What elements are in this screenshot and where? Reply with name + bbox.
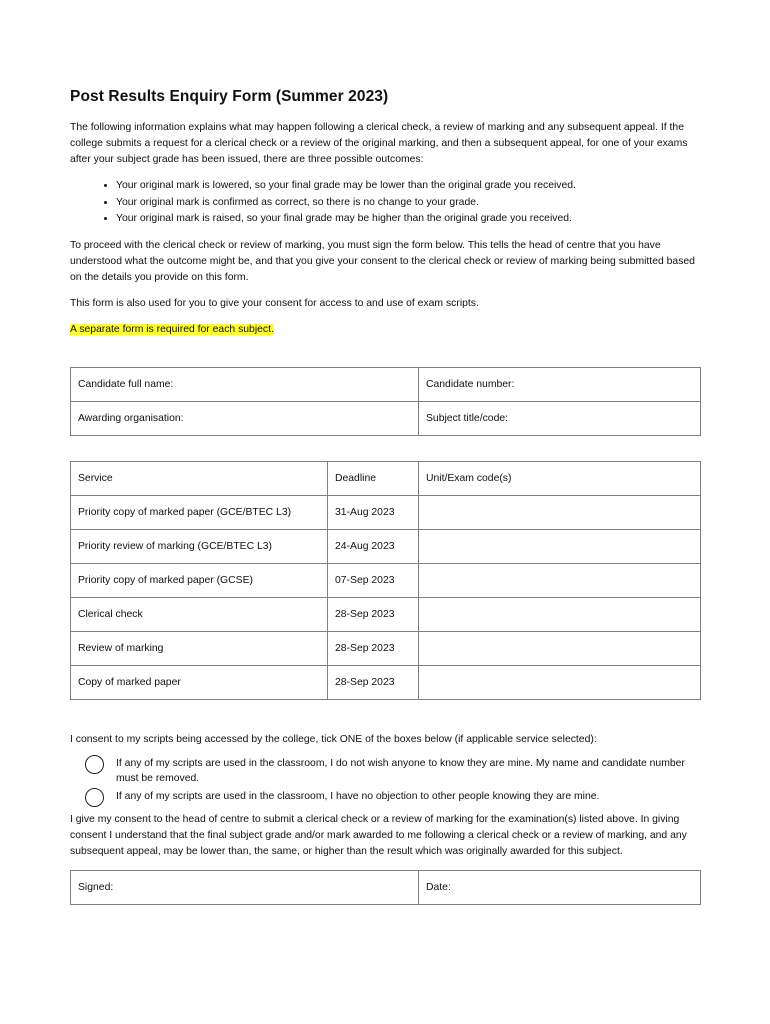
outcome-item: • Your original mark is raised, so your final grade may be higher than the original grade you received. bbox=[116, 211, 700, 228]
unit-code-field[interactable] bbox=[419, 631, 701, 665]
service-deadline: 28-Sep 2023 bbox=[328, 631, 419, 665]
table-header-row bbox=[71, 461, 701, 495]
table-row bbox=[71, 631, 701, 665]
service-name: Clerical check bbox=[71, 597, 328, 631]
consent-option-named bbox=[70, 789, 700, 805]
candidate-name-label: Candidate full name: bbox=[78, 378, 174, 390]
candidate-name-field[interactable] bbox=[71, 367, 419, 401]
consent-anonymous-radio[interactable] bbox=[85, 755, 104, 774]
outcome-item: • Your original mark is confirmed as correct, so there is no change to your grade. bbox=[116, 195, 700, 212]
service-deadline: 28-Sep 2023 bbox=[328, 597, 419, 631]
awarding-organisation-label: Awarding organisation: bbox=[78, 412, 184, 424]
awarding-organisation-field[interactable] bbox=[71, 401, 419, 435]
signed-label: Signed: bbox=[78, 882, 114, 893]
outcomes-list bbox=[70, 178, 700, 228]
unit-code-field[interactable] bbox=[419, 529, 701, 563]
unit-code-field[interactable] bbox=[419, 495, 701, 529]
candidate-number-field[interactable] bbox=[419, 367, 701, 401]
subject-code-label: Subject title/code: bbox=[426, 412, 509, 424]
final-consent-paragraph: I give my consent to the head of centre to submit a clerical check or a review of marking for the examination(s) listed above. In giving consent I understand that the final subject grade and/or mark awarded to me following a clerical check or a review of marking, and any subsequent appeal, may be lower than, the same, or higher than the result which was originally awarded for this subject. bbox=[70, 814, 687, 857]
service-name: Priority review of marking (GCE/BTEC L3) bbox=[71, 529, 328, 563]
signature-field[interactable] bbox=[71, 871, 419, 905]
intro-paragraph: The following information explains what may happen following a clerical check, a review of marking and any subsequent appeal. If the college submits a request for a clerical check or a review of the original marking, and then a subsequent appeal, for one of your exams after your subject grade has been issued, there are three possible outcomes: bbox=[70, 122, 688, 165]
table-row bbox=[71, 495, 701, 529]
consent-option-label: If any of my scripts are used in the classroom, I do not wish anyone to know they are mine. My name and candidate number must be removed. bbox=[116, 757, 685, 784]
consent-option-label: If any of my scripts are used in the classroom, I have no objection to other people knowing they are mine. bbox=[116, 790, 600, 802]
form-page bbox=[70, 88, 700, 905]
candidate-details-table bbox=[70, 367, 701, 436]
service-name: Copy of marked paper bbox=[71, 665, 328, 699]
header-service: Service bbox=[71, 461, 328, 495]
date-label: Date: bbox=[426, 882, 451, 893]
outcome-item: • Your original mark is lowered, so your final grade may be lower than the original grade you received. bbox=[116, 178, 700, 195]
table-row bbox=[71, 563, 701, 597]
table-row bbox=[71, 597, 701, 631]
consent-named-radio[interactable] bbox=[85, 788, 104, 807]
service-deadline: 31-Aug 2023 bbox=[328, 495, 419, 529]
scripts-note: This form is also used for you to give your consent for access to and use of exam scripts. bbox=[70, 297, 479, 309]
services-table bbox=[70, 461, 701, 700]
consent-intro: I consent to my scripts being accessed by the college, tick ONE of the boxes below (if applicable service selected): bbox=[70, 733, 597, 745]
service-deadline: 28-Sep 2023 bbox=[328, 665, 419, 699]
subject-code-field[interactable] bbox=[419, 401, 701, 435]
signature-table bbox=[70, 870, 701, 905]
header-unit-code: Unit/Exam code(s) bbox=[419, 461, 701, 495]
service-deadline: 07-Sep 2023 bbox=[328, 563, 419, 597]
separate-form-note bbox=[70, 322, 700, 338]
service-name: Review of marking bbox=[71, 631, 328, 665]
table-row bbox=[71, 529, 701, 563]
header-deadline: Deadline bbox=[328, 461, 419, 495]
date-field[interactable] bbox=[419, 871, 701, 905]
page-title: Post Results Enquiry Form (Summer 2023) bbox=[70, 88, 389, 105]
service-name: Priority copy of marked paper (GCE/BTEC L3) bbox=[71, 495, 328, 529]
service-deadline: 24-Aug 2023 bbox=[328, 529, 419, 563]
proceed-paragraph: To proceed with the clerical check or review of marking, you must sign the form below. This tells the head of centre that you have understood what the outcome might be, and that you give your consent to the clerical check or review of marking being submitted based on the details you provide on this form. bbox=[70, 239, 695, 283]
table-row bbox=[71, 665, 701, 699]
highlighted-text: A separate form is required for each subject. bbox=[70, 323, 274, 335]
unit-code-field[interactable] bbox=[419, 665, 701, 699]
consent-option-anonymous bbox=[70, 756, 700, 787]
candidate-number-label: Candidate number: bbox=[426, 378, 515, 390]
unit-code-field[interactable] bbox=[419, 597, 701, 631]
unit-code-field[interactable] bbox=[419, 563, 701, 597]
service-name: Priority copy of marked paper (GCSE) bbox=[71, 563, 328, 597]
